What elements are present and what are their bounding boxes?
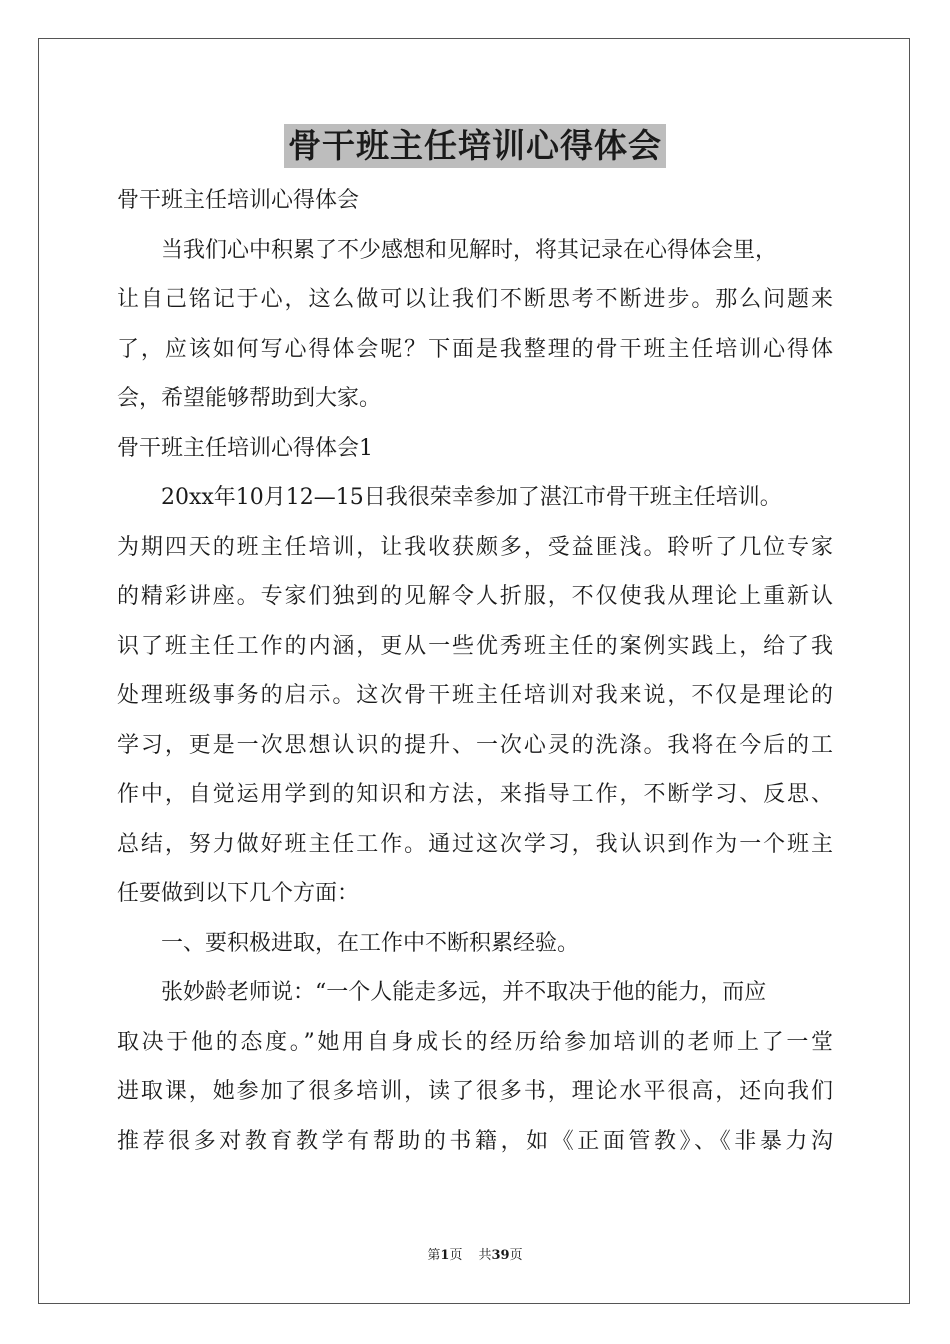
section-heading: 骨干班主任培训心得体会1 — [117, 435, 373, 461]
paragraph-line: 进取课，她参加了很多培训，读了很多书，理论水平很高，还向我们 — [117, 1079, 833, 1104]
page-suffix: 页 — [449, 1248, 463, 1263]
page-prefix: 第 — [427, 1248, 441, 1263]
paragraph-line: 张妙龄老师说：“一个人能走多远，并不取决于他的能力，而应 — [161, 980, 767, 1005]
paragraph-line: 推荐很多对教育教学有帮助的书籍，如《正面管教》、《非暴力沟 — [117, 1128, 833, 1154]
paragraph-line: 了，应该如何写心得体会呢？下面是我整理的骨干班主任培训心得体 — [117, 336, 833, 362]
paragraph-line: 取决于他的态度。”她用自身成长的经历给参加培训的老师上了一堂 — [117, 1029, 833, 1055]
point-heading: 一、要积极进取，在工作中不断积累经验。 — [161, 930, 580, 956]
paragraph-line: 当我们心中积累了不少感想和见解时，将其记录在心得体会里， — [161, 237, 778, 263]
paragraph-line: 识了班主任工作的内涵，更从一些优秀班主任的案例实践上，给了我 — [117, 633, 833, 659]
paragraph-line: 总结，努力做好班主任工作。通过这次学习，我认识到作为一个班主 — [117, 831, 833, 857]
paragraph-line: 作中，自觉运用学到的知识和方法，来指导工作，不断学习、反思、 — [117, 782, 833, 807]
paragraph-line: 会，希望能够帮助到大家。 — [117, 386, 382, 411]
document-title: 骨干班主任培训心得体会 — [284, 124, 666, 168]
total-prefix: 共 — [478, 1248, 492, 1263]
page-footer — [0, 1244, 950, 1263]
document-body — [117, 176, 833, 1166]
paragraph-line: 处理班级事务的启示。这次骨干班主任培训对我来说，不仅是理论的 — [117, 683, 833, 708]
paragraph-line: 让自己铭记于心，这么做可以让我们不断思考不断进步。那么问题来 — [117, 287, 833, 312]
paragraph-line: 任要做到以下几个方面： — [117, 881, 360, 906]
document-title-wrap — [0, 124, 950, 168]
paragraph-line: 的精彩讲座。专家们独到的见解令人折服，不仅使我从理论上重新认 — [117, 584, 833, 609]
paragraph-line: 为期四天的班主任培训，让我收获颇多，受益匪浅。聆听了几位专家 — [117, 534, 833, 560]
page-total: 39 — [491, 1248, 510, 1263]
paragraph-line: 20xx年10月12—15日我很荣幸参加了湛江市骨干班主任培训。 — [161, 485, 782, 510]
subtitle-line: 骨干班主任培训心得体会 — [117, 188, 360, 213]
paragraph-line: 学习，更是一次思想认识的提升、一次心灵的洗涤。我将在今后的工 — [117, 732, 833, 758]
total-suffix: 页 — [509, 1248, 523, 1263]
page-current: 1 — [440, 1248, 450, 1263]
